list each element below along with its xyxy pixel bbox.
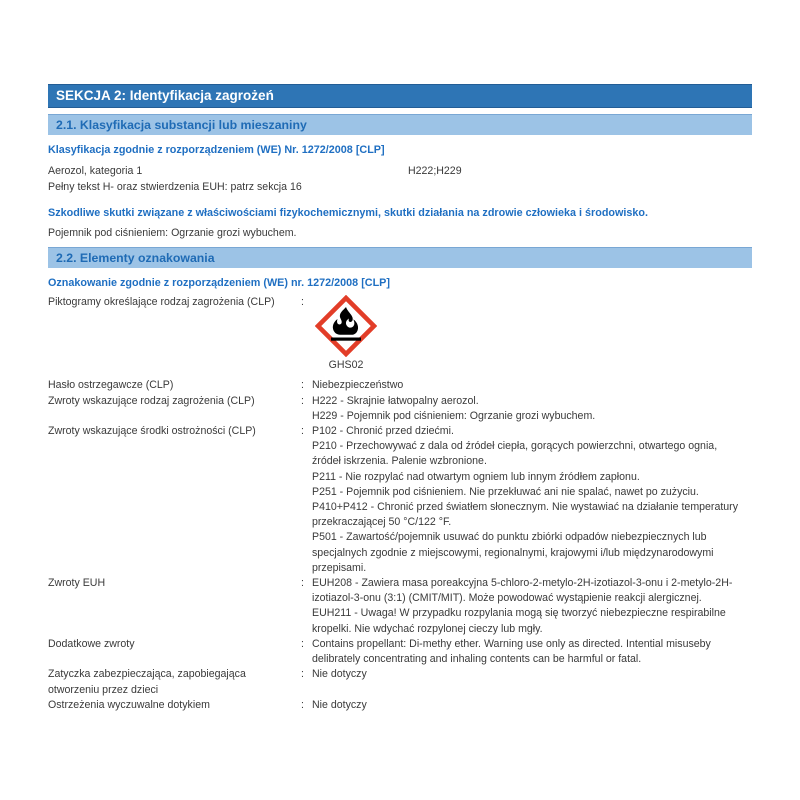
text-line: delibrately concentrating and inhaling contents can be harmful or fatal. [312,653,642,666]
colon: : [301,425,304,438]
row-label: Zwroty EUH [48,577,106,590]
colon: : [301,379,304,392]
row-label: Zwroty wskazujące rodzaj zagrożenia (CLP) [48,394,255,407]
classification-clp-heading: Klasyfikacja zgodnie z rozporządzeniem (WE) Nr. 1272/2008 [CLP] [48,144,385,156]
colon: : [301,296,304,309]
hazard-codes: H222;H229 [408,165,462,178]
subsection-2-1-header: 2.1. Klasyfikacja substancji lub mieszaniny [48,114,752,135]
colon: : [301,637,304,650]
text-line: źródeł iskrzenia. Palenie wzbronione. [312,455,487,468]
adverse-effects-text: Pojemnik pod ciśnieniem: Ogrzanie grozi wybuchem. [48,226,297,239]
row-label: Zwroty wskazujące środki ostrożności (CLP) [48,425,256,438]
euh-statements-row [48,576,752,637]
row-label: Dodatkowe zwroty [48,637,135,650]
colon: : [301,394,304,407]
text-line: H222 - Skrajnie łatwopalny aerozol. [312,394,479,407]
pictogram-row-label: Piktogramy określające rodzaj zagrożenia (CLP) [48,296,275,309]
row-value [312,378,752,393]
row-label [48,667,301,697]
subsection-2-2-header: 2.2. Elementy oznakowania [48,247,752,268]
text-line: Contains propellant: Di-methy ether. Warning use only as directed. Intential misuseby [312,637,711,650]
text-line: przepisami. [312,561,367,574]
precautionary-statements-row [48,424,752,576]
hazard-category-label: Aerozol, kategoria 1 [48,165,143,178]
pictogram-code-caption: GHS02 [328,359,364,372]
pictogram-row [48,295,752,378]
text-line: P210 - Przechowywać z dala od źródeł ciepła, gorących powierzchni, otwartego ognia, [312,440,718,453]
signal-word-row [48,378,752,393]
full-text-note: Pełny tekst H- oraz stwierdzenia EUH: patrz sekcja 16 [48,180,302,193]
colon: : [301,698,304,711]
row-value [312,394,752,424]
section-2-header: SEKCJA 2: Identyfikacja zagrożeń [48,84,752,108]
adverse-effects-heading: Szkodliwe skutki związane z właściwościami fizykochemicznymi, skutki działania na zdrowie człowieka i środowisko. [48,207,649,220]
text-line: P102 - Chronić przed dziećmi. [312,425,454,438]
row-label: Ostrzeżenia wyczuwalne dotykiem [48,698,210,711]
row-value [312,424,752,576]
text-line: Niebezpieczeństwo [312,379,404,392]
text-line: P410+P412 - Chronić przed światłem słonecznym. Nie wystawiać na działanie temperatury [312,501,739,514]
tactile-warning-row [48,698,752,713]
colon: : [301,577,304,590]
hazard-statements-row [48,394,752,424]
row-value [312,576,752,637]
labeling-clp-heading: Oznakowanie zgodnie z rozporządzeniem (WE) nr. 1272/2008 [CLP] [48,277,390,290]
additional-statements-row [48,637,752,667]
text-line: izotiazol-3-onu (3:1) (CMIT/MIT). Może powodować wystąpienie reakcji alergicznej. [312,592,702,605]
text-line: P501 - Zawartość/pojemnik usuwać do punktu zbiórki odpadów niebezpiecznych lub [312,531,707,544]
row-label: Hasło ostrzegawcze (CLP) [48,379,174,392]
text-line: kropelki. Nie wdychać rozpylonej cieczy lub mgły. [312,622,543,635]
text-line: Nie dotyczy [312,668,367,681]
child-resistant-closure-row [48,667,752,697]
text-line: Nie dotyczy [312,698,367,711]
pictogram-row-value [312,295,752,378]
label-line: Zatyczka zabezpieczająca, zapobiegająca [48,668,246,681]
text-line: specjalnych zgodnie z miejscowymi, regionalnymi, krajowymi i/lub międzynarodowymi [312,546,714,559]
text-line: H229 - Pojemnik pod ciśnieniem: Ogrzanie grozi wybuchem. [312,409,596,422]
text-line: P251 - Pojemnik pod ciśnieniem. Nie przekłuwać ani nie spalać, nawet po zużyciu. [312,485,699,498]
text-line: EUH208 - Zawiera masa poreakcyjna 5-chloro-2-metylo-2H-izotiazol-3-onu i 2-metylo-2H- [312,577,733,590]
row-value [312,637,752,667]
ghs02-pictogram [313,295,379,372]
colon: : [301,668,304,681]
text-line: EUH211 - Uwaga! W przypadku rozpylania mogą się tworzyć niebezpieczne respirabilne [312,607,726,620]
label-line: otworzeniu przez dzieci [48,683,159,696]
classification-category-row [48,164,752,179]
text-line: P211 - Nie rozpylać nad otwartym ogniem lub innym źródłem zapłonu. [312,470,640,483]
text-line: przekraczającej 50 °C/122 °F. [312,516,452,529]
flame-icon [315,295,377,357]
labeling-table [48,295,752,712]
row-value [312,667,752,682]
row-value [312,698,752,713]
